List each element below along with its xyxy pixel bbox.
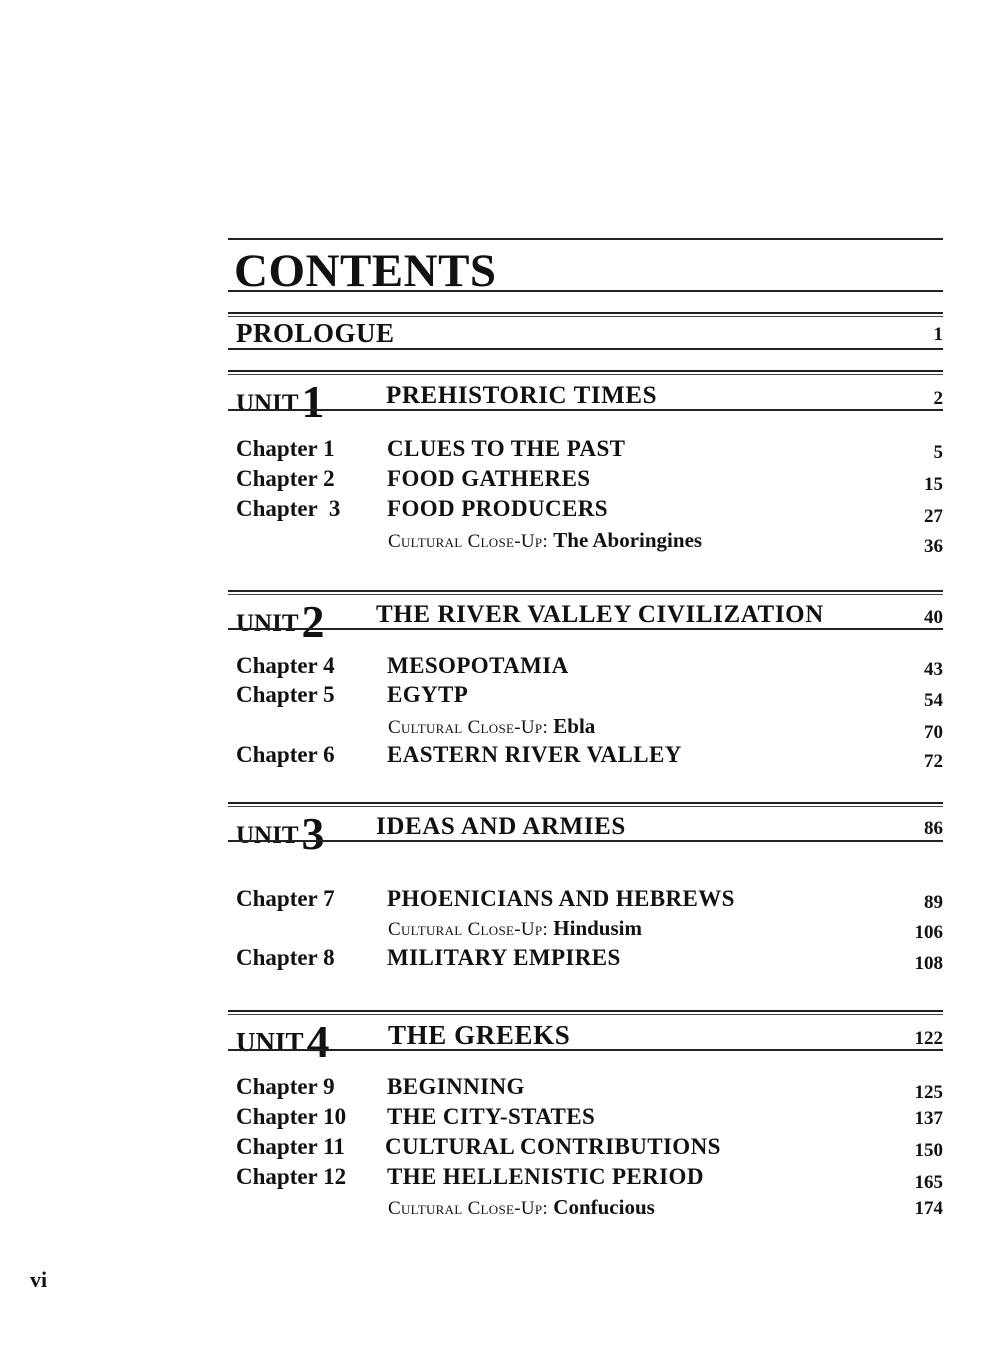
chapter-title: CULTURAL CONTRIBUTIONS — [385, 1134, 721, 1159]
chapter-number: Chapter 7 — [236, 886, 335, 911]
toc-row[interactable] — [236, 886, 943, 916]
prologue-label-text: PROLOGUE — [236, 318, 395, 348]
toc-row[interactable] — [236, 1074, 943, 1104]
toc-row[interactable] — [236, 945, 943, 975]
toc-row-closeup[interactable] — [236, 916, 943, 946]
closeup-title: Ebla — [553, 714, 596, 738]
chapter-number: Chapter 12 — [236, 1164, 347, 1189]
page-number: 15 — [924, 474, 943, 495]
cultural-closeup — [388, 528, 702, 553]
unit-label-text: UNIT — [236, 390, 299, 417]
toc-row-closeup[interactable] — [236, 528, 943, 558]
chapter-number: Chapter 8 — [236, 945, 335, 970]
unit-3-label — [236, 805, 325, 859]
unit-1-label — [236, 373, 325, 427]
page-number: 174 — [914, 1198, 943, 1219]
toc-row[interactable] — [236, 466, 943, 496]
chapter-number: Chapter 1 — [236, 436, 335, 461]
toc-row[interactable] — [236, 742, 943, 772]
top-rule — [228, 238, 943, 240]
unit-3-title: IDEAS AND ARMIES — [376, 813, 626, 840]
unit-number: 2 — [301, 596, 325, 647]
toc-row-closeup[interactable] — [236, 714, 943, 744]
chapter-title: THE HELLENISTIC PERIOD — [387, 1164, 704, 1189]
unit-4-page: 122 — [914, 1028, 943, 1049]
chapter-number: Chapter 9 — [236, 1074, 335, 1099]
closeup-label: Cultural Close-Up: — [388, 717, 549, 738]
toc-row[interactable] — [236, 496, 943, 526]
unit-number: 3 — [301, 808, 325, 859]
unit-3-header — [228, 802, 943, 859]
chapter-title: EASTERN RIVER VALLEY — [387, 742, 682, 767]
toc-row[interactable] — [236, 682, 943, 712]
page-number: 165 — [914, 1172, 943, 1193]
page-number: 43 — [924, 659, 943, 680]
chapter-number: Chapter 3 — [236, 496, 341, 521]
unit-label-text: UNIT — [236, 1027, 304, 1057]
closeup-title: Confucious — [553, 1195, 655, 1219]
page-folio: vi — [30, 1267, 48, 1292]
closeup-label: Cultural Close-Up: — [388, 1198, 549, 1219]
unit-1-title: PREHISTORIC TIMES — [386, 382, 658, 409]
toc-row[interactable] — [236, 1164, 943, 1194]
chapter-title: THE CITY-STATES — [387, 1104, 596, 1129]
page-number: 72 — [924, 751, 943, 772]
toc-row-closeup[interactable] — [236, 1195, 943, 1225]
unit-4-title: THE GREEKS — [388, 1020, 571, 1050]
chapter-title: FOOD GATHERES — [387, 466, 591, 491]
page-number: 27 — [924, 506, 943, 527]
page-number: 125 — [914, 1082, 943, 1103]
cultural-closeup — [388, 1195, 655, 1220]
chapter-title: CLUES TO THE PAST — [387, 436, 626, 461]
unit-4-label — [236, 1013, 330, 1067]
closeup-title: Hindusim — [553, 916, 642, 940]
unit-2-page: 40 — [924, 607, 943, 628]
toc-row[interactable] — [236, 1134, 943, 1164]
unit-number: 4 — [306, 1016, 330, 1067]
chapter-number: Chapter 10 — [236, 1104, 347, 1129]
title-rule — [228, 290, 943, 292]
unit-number: 1 — [301, 376, 325, 427]
chapter-number: Chapter 6 — [236, 742, 335, 767]
prologue-label — [236, 318, 395, 349]
chapter-title: EGYTP — [387, 682, 469, 707]
cultural-closeup — [388, 714, 595, 739]
page-number: 54 — [924, 690, 943, 711]
chapter-number: Chapter 4 — [236, 653, 335, 678]
toc-row[interactable] — [236, 1104, 943, 1134]
unit-1-header — [228, 370, 943, 427]
page-number: 89 — [924, 892, 943, 913]
prologue-page: 1 — [933, 324, 943, 345]
page-number: 150 — [914, 1140, 943, 1161]
unit-label-text: UNIT — [236, 610, 299, 637]
closeup-label: Cultural Close-Up: — [388, 919, 549, 940]
toc-row[interactable] — [236, 653, 943, 683]
page-number: 106 — [914, 922, 943, 943]
page-number: 137 — [914, 1108, 943, 1129]
closeup-label: Cultural Close-Up: — [388, 531, 549, 552]
chapter-title: MILITARY EMPIRES — [387, 945, 621, 970]
unit-3-page: 86 — [924, 818, 943, 839]
page-number: 108 — [914, 953, 943, 974]
page-number: 36 — [924, 536, 943, 557]
page-number: 5 — [933, 442, 943, 463]
prologue-section — [228, 312, 943, 350]
cultural-closeup — [388, 916, 642, 941]
unit-4-header — [228, 1010, 943, 1067]
page-title: CONTENTS — [234, 245, 497, 297]
unit-2-label — [236, 593, 325, 647]
unit-label-text: UNIT — [236, 822, 299, 849]
closeup-title: The Aboringines — [553, 528, 703, 552]
toc-row[interactable] — [236, 436, 943, 466]
unit-2-header — [228, 590, 943, 647]
chapter-title: PHOENICIANS AND HEBREWS — [387, 886, 735, 911]
chapter-number: Chapter 11 — [236, 1134, 345, 1159]
unit-2-title: THE RIVER VALLEY CIVILIZATION — [376, 601, 824, 628]
chapter-title: BEGINNING — [387, 1074, 525, 1099]
chapter-title: FOOD PRODUCERS — [387, 496, 608, 521]
page-number: 70 — [924, 722, 943, 743]
unit-1-page: 2 — [933, 388, 943, 409]
chapter-number: Chapter 5 — [236, 682, 335, 707]
chapter-number: Chapter 2 — [236, 466, 335, 491]
chapter-title: MESOPOTAMIA — [387, 653, 569, 678]
